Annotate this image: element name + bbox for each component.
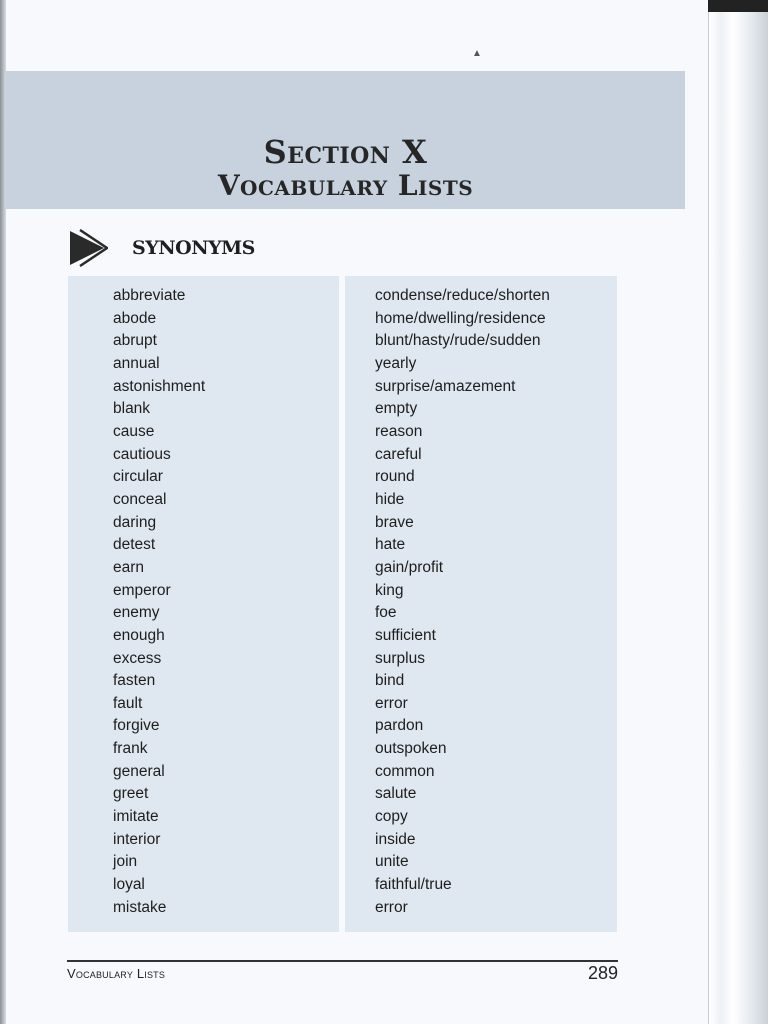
section-subtitle: Vocabulary Lists [217, 169, 474, 202]
word-item: detest [113, 536, 156, 554]
synonym-item: surplus [375, 649, 425, 667]
word-item: enough [113, 626, 165, 644]
synonym-item: careful [375, 445, 422, 463]
word-item: earn [113, 558, 145, 576]
word-item: general [113, 762, 165, 780]
synonym-item: reason [375, 422, 423, 440]
synonym-item: faithful/true [375, 876, 452, 894]
synonym-item: error [375, 694, 408, 712]
print-speck: ▲ [472, 48, 482, 59]
word-item: imitate [113, 808, 159, 826]
word-item: interior [113, 830, 161, 848]
synonym-item: unite [375, 853, 409, 871]
synonym-item: hide [375, 490, 405, 508]
word-item: circular [113, 468, 163, 486]
synonyms-heading-label: SYNONYMS [132, 237, 255, 259]
words-column [68, 276, 339, 932]
synonym-item: round [375, 468, 415, 486]
synonym-item: yearly [375, 354, 417, 372]
synonym-item: salute [375, 785, 417, 803]
synonym-item: sufficient [375, 626, 436, 644]
synonyms-heading [68, 228, 255, 268]
page-number: 289 [587, 963, 618, 983]
synonym-item: outspoken [375, 740, 447, 758]
word-item: cause [113, 422, 155, 440]
word-item: astonishment [113, 377, 206, 395]
synonym-item: inside [375, 830, 416, 848]
synonym-item: copy [375, 808, 408, 826]
synonym-item: empty [375, 400, 418, 418]
word-item: blank [113, 400, 151, 418]
synonym-item: bind [375, 672, 405, 690]
section-banner [6, 71, 685, 209]
synonym-item: blunt/hasty/rude/sudden [375, 332, 541, 350]
synonym-item: condense/reduce/shorten [375, 287, 550, 304]
word-item: join [113, 853, 138, 871]
word-item: mistake [113, 898, 167, 916]
background-corner [708, 0, 768, 12]
running-title: Vocabulary Lists [67, 966, 166, 981]
word-item: excess [113, 649, 162, 667]
synonym-item: surprise/amazement [375, 377, 516, 395]
synonym-item: pardon [375, 717, 424, 735]
word-item: annual [113, 354, 160, 372]
word-item: cautious [113, 445, 171, 463]
word-item: conceal [113, 490, 167, 508]
word-item: abrupt [113, 332, 157, 350]
page-stack-edge [708, 12, 768, 1024]
word-item: enemy [113, 604, 160, 622]
meanings-column [345, 276, 617, 932]
synonym-item: foe [375, 604, 397, 622]
word-item: fasten [113, 672, 156, 690]
synonym-item: gain/profit [375, 558, 444, 576]
play-arrow-icon [68, 229, 108, 267]
synonym-item: common [375, 762, 435, 780]
word-item: greet [113, 785, 149, 803]
section-title: Section X [263, 133, 428, 171]
word-item: fault [113, 694, 143, 712]
synonym-item: king [375, 581, 404, 599]
words-list [113, 285, 205, 919]
word-item: abode [113, 309, 157, 327]
footer-divider [67, 960, 618, 962]
word-item: frank [113, 740, 148, 758]
word-item: forgive [113, 717, 160, 735]
word-item: loyal [113, 876, 145, 894]
synonym-item: brave [375, 513, 414, 531]
word-item: daring [113, 513, 157, 531]
synonym-item: home/dwelling/residence [375, 309, 546, 327]
word-item: emperor [113, 581, 171, 599]
word-item: abbreviate [113, 287, 186, 304]
meanings-list [375, 285, 550, 919]
synonym-item: error [375, 898, 408, 916]
synonym-item: hate [375, 536, 406, 554]
